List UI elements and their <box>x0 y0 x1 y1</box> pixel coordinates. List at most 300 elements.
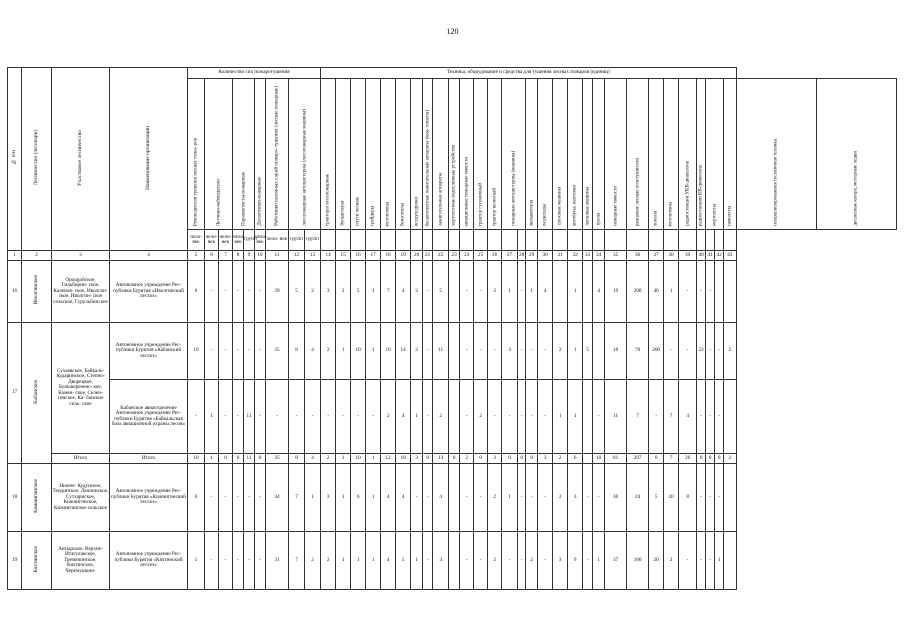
value-cell: 39 <box>266 261 289 323</box>
value-cell: - <box>321 380 336 454</box>
value-cell: 0 <box>518 454 526 464</box>
value-cell: 0 <box>649 454 664 464</box>
value-cell: 3 <box>538 454 553 464</box>
column-number: 17 <box>366 251 381 261</box>
column-number: 20 <box>411 251 423 261</box>
col-header-motopompy2: мотопомпы <box>664 79 679 230</box>
value-cell: 2 <box>474 380 488 454</box>
value-cell: - <box>244 532 255 590</box>
value-cell: - <box>706 464 715 532</box>
column-number: 29 <box>526 251 538 261</box>
col-header-ekskavatory: экскаваторы <box>526 79 538 230</box>
value-cell: 0 <box>502 454 518 464</box>
col-header-vodoslivnye: вертолетные водосливные устройства <box>449 79 460 230</box>
value-cell: 1 <box>411 532 423 590</box>
value-cell: 100 <box>627 532 649 590</box>
value-cell: - <box>538 380 553 454</box>
col-header-motopompy: мотопомпы <box>381 79 396 230</box>
col-header-traly: трелы <box>593 79 605 230</box>
value-cell: - <box>460 532 474 590</box>
column-number: 13 <box>305 251 321 261</box>
fire-resources-table <box>7 67 897 590</box>
value-cell: - <box>460 380 474 454</box>
value-cell: - <box>423 532 433 590</box>
group-header-forces: Количество сил пожаротушения <box>188 68 321 79</box>
column-number: 27 <box>502 251 518 261</box>
value-cell <box>583 261 593 323</box>
value-cell: - <box>502 380 518 454</box>
value-cell: - <box>593 380 605 454</box>
value-cell: 1 <box>526 261 538 323</box>
col-header-lopaty: лопаты <box>649 79 664 230</box>
value-cell: 2 <box>433 380 449 454</box>
value-cell: 1 <box>664 261 679 323</box>
value-cell: 3 <box>488 454 502 464</box>
value-cell: - <box>488 323 502 380</box>
value-cell: - <box>336 380 351 454</box>
col-header-rancevye: ранцевые лесные огнетушители <box>627 79 649 230</box>
value-cell: 24 <box>627 464 649 532</box>
value-cell: - <box>715 380 724 454</box>
value-cell: - <box>518 532 526 590</box>
column-number: 24 <box>460 251 474 261</box>
total-label: Итого <box>52 454 110 464</box>
column-number: 19 <box>396 251 411 261</box>
col-header-pozh-avtocisterny: пожарные автоцистерны (машины) <box>502 79 526 230</box>
value-cell: 19 <box>605 261 627 323</box>
value-cell: - <box>474 464 488 532</box>
column-number: 14 <box>321 251 336 261</box>
column-number: 37 <box>649 251 664 261</box>
column-number: 1 <box>8 251 22 261</box>
value-cell: 40 <box>649 261 664 323</box>
value-cell: 20 <box>664 464 679 532</box>
col-header-desantniki: Десантники-пожарные <box>255 79 266 230</box>
value-cell: - <box>233 380 244 454</box>
column-number: 31 <box>553 251 568 261</box>
col-header-rtlp: Руководители тушения лесных пожа- ров <box>188 79 205 230</box>
unit-label: чело- век <box>188 230 205 251</box>
table-row <box>8 261 897 323</box>
col-header-gruzovye: грузовые машины <box>553 79 568 230</box>
col-header-plugi: плуги лесные <box>351 79 366 230</box>
value-cell: 1 <box>351 532 366 590</box>
organization: Автономное учреждение Рес- публики Бурятия «Иволгинский лесхоз» <box>110 261 188 323</box>
column-number: 40 <box>697 251 706 261</box>
value-cell <box>449 323 460 380</box>
value-cell: - <box>233 261 244 323</box>
value-cell <box>593 323 605 380</box>
column-number: 34 <box>593 251 605 261</box>
col-header-uky: радиостанции УКВ-диапазона <box>679 79 697 230</box>
value-cell: 0 <box>526 454 538 464</box>
value-cell: 2 <box>321 454 336 464</box>
value-cell: - <box>697 380 706 454</box>
value-cell: 2 <box>724 323 736 380</box>
col-header-org: Наименование организации <box>110 68 188 251</box>
uchastkovoe: Орongoйское, Гильбирин- ское, Каленов- ское, Иволгин- ское, Иволгин- ское сельское, Гурульбинское <box>52 261 110 323</box>
value-cell: - <box>244 323 255 380</box>
value-cell: 1 <box>366 532 381 590</box>
value-cell: 2 <box>411 323 423 380</box>
value-cell: - <box>697 532 706 590</box>
value-cell: 0 <box>706 454 715 464</box>
value-cell: 0 <box>219 454 233 464</box>
value-cell: - <box>219 323 233 380</box>
value-cell: 4 <box>381 532 396 590</box>
value-cell: 2 <box>724 454 736 464</box>
value-cell <box>449 464 460 532</box>
value-cell: 1 <box>205 380 219 454</box>
value-cell <box>553 261 568 323</box>
table-row <box>8 464 897 532</box>
value-cell: 81 <box>605 454 627 464</box>
value-cell: 35 <box>266 323 289 380</box>
col-header-benzopily: бензопилы <box>396 79 411 230</box>
value-cell: 2 <box>321 323 336 380</box>
unit-label: чело- век <box>219 230 233 251</box>
column-number: 30 <box>538 251 553 261</box>
value-cell: 2 <box>488 532 502 590</box>
value-cell: - <box>697 261 706 323</box>
value-cell: - <box>233 323 244 380</box>
value-cell: - <box>205 532 219 590</box>
value-cell: - <box>697 464 706 532</box>
row-num: 17 <box>8 323 22 464</box>
value-cell <box>724 380 736 454</box>
column-number: 21 <box>423 251 433 261</box>
value-cell: - <box>538 323 553 380</box>
value-cell: 0 <box>715 454 724 464</box>
value-cell: 11 <box>605 380 627 454</box>
value-cell: - <box>526 380 538 454</box>
value-cell: 2 <box>381 380 396 454</box>
value-cell: 1 <box>502 464 518 532</box>
organization: Автономное учреждение Рес- публики Бурятия «Кабанский лесхоз» <box>110 323 188 380</box>
lesnichestvo: Кяхтинское <box>22 532 52 590</box>
uchastkovoe: Нижне- Кудунское, Тендинское, Леонинское, Сутхарнское, Кижингинское, Кижингинское сельское <box>52 464 110 532</box>
value-cell <box>724 261 736 323</box>
table-row <box>8 323 897 380</box>
organization: Автономное учреждение Рес- публики Бурятия «Кижингинский лесхоз» <box>110 464 188 532</box>
col-header-beskontaktnye: бесконтактные зажигательные аппараты (ком- плекты) <box>423 79 433 230</box>
row-num: 16 <box>8 261 22 323</box>
value-cell: 200 <box>649 323 664 380</box>
value-cell: - <box>460 323 474 380</box>
value-cell: 1 <box>593 532 605 590</box>
value-cell: 5 <box>583 323 593 380</box>
value-cell: 14 <box>396 323 411 380</box>
value-cell: 1 <box>305 464 321 532</box>
value-cell: 8 <box>289 454 305 464</box>
value-cell: - <box>266 380 289 454</box>
col-header-traktor-gus: трактор гусеничный <box>474 79 488 230</box>
value-cell: 4 <box>433 532 449 590</box>
col-header-rabotniki: Работники наземных служб пожаро- тушения (лесные пожарные) <box>266 79 289 230</box>
uchastkovoe: Сухаевское, Байкало- Кударинское, Степно- Дворецкое, Большереченс- кое, Камен- ское, Селен- гинское, Ка- банское сель- ское <box>52 323 110 454</box>
value-cell: - <box>706 380 715 454</box>
value-cell: 5 <box>188 532 205 590</box>
value-cell: 2 <box>411 261 423 323</box>
value-cell: - <box>583 464 593 532</box>
value-cell: 11 <box>244 454 255 464</box>
value-cell: - <box>205 464 219 532</box>
value-cell: 11 <box>433 323 449 380</box>
column-number: 39 <box>679 251 697 261</box>
value-cell: - <box>593 464 605 532</box>
value-cell: 1 <box>336 323 351 380</box>
column-number: 28 <box>518 251 526 261</box>
column-number: 6 <box>205 251 219 261</box>
col-header-aviaemkosti: авиационные пожарные емкости <box>460 79 474 230</box>
value-cell: 31 <box>266 532 289 590</box>
value-cell: - <box>649 380 664 454</box>
value-cell: 1 <box>366 323 381 380</box>
uchastkovoe: Ангырское, Верхне- Итагулакское, Гремячинское, Кяхтинское, Черемушкин- <box>52 532 110 590</box>
value-cell: 2 <box>664 532 679 590</box>
value-cell: - <box>664 323 679 380</box>
value-cell: 1 <box>366 261 381 323</box>
value-cell: 2 <box>553 454 568 464</box>
column-numbers-row <box>8 251 897 261</box>
column-number: 5 <box>188 251 205 261</box>
value-cell: 3 <box>553 532 568 590</box>
col-header-uch: Участковое лесничество <box>52 68 110 251</box>
value-cell: - <box>205 261 219 323</box>
value-cell: 22 <box>697 323 706 380</box>
value-cell: 6 <box>351 464 366 532</box>
value-cell: - <box>706 261 715 323</box>
value-cell: - <box>423 323 433 380</box>
value-cell: 10 <box>188 454 205 464</box>
value-cell: 6 <box>568 454 583 464</box>
value-cell: 3 <box>321 464 336 532</box>
value-cell: - <box>679 323 697 380</box>
value-cell: 10 <box>381 323 396 380</box>
column-number: 11 <box>266 251 289 261</box>
value-cell: 4 <box>538 261 553 323</box>
table-row <box>8 532 897 590</box>
value-cell: 5 <box>396 532 411 590</box>
value-cell: - <box>411 464 423 532</box>
column-number: 16 <box>351 251 366 261</box>
value-cell: - <box>289 380 305 454</box>
value-cell <box>715 261 724 323</box>
column-number: 12 <box>289 251 305 261</box>
value-cell <box>724 464 736 532</box>
value-cell: 1 <box>336 464 351 532</box>
value-cell: 2 <box>305 532 321 590</box>
value-cell: 2 <box>460 454 474 464</box>
col-header-vezdehody: вездеходы <box>538 79 553 230</box>
column-number: 23 <box>449 251 460 261</box>
col-header-gusenichnaya: специализированная гусеничная техника <box>736 79 816 230</box>
value-cell: 20 <box>649 532 664 590</box>
value-cell: 7 <box>627 380 649 454</box>
value-cell: 1 <box>366 464 381 532</box>
value-cell: 11 <box>244 380 255 454</box>
value-cell: 7 <box>381 261 396 323</box>
value-cell: - <box>460 464 474 532</box>
col-header-avtobusy: автобусы, вахтовки <box>568 79 583 230</box>
value-cell: 37 <box>605 532 627 590</box>
value-cell: 3 <box>321 261 336 323</box>
value-cell: - <box>305 380 321 454</box>
value-cell: 2 <box>336 261 351 323</box>
value-cell: - <box>244 464 255 532</box>
value-cell: - <box>488 380 502 454</box>
value-cell: - <box>255 261 266 323</box>
value-cell: 34 <box>266 464 289 532</box>
col-header-legkovye: легковые машины <box>583 79 593 230</box>
value-cell: - <box>219 464 233 532</box>
value-cell: - <box>679 261 697 323</box>
value-cell: - <box>244 261 255 323</box>
value-cell: - <box>219 532 233 590</box>
unit-label: чело- век <box>233 230 244 251</box>
col-header-pozh-emkosti: пожарные емкости <box>605 79 627 230</box>
value-cell: - <box>460 261 474 323</box>
value-cell: - <box>583 532 593 590</box>
value-cell: 8 <box>679 464 697 532</box>
value-cell: 2 <box>526 532 538 590</box>
column-number: 4 <box>110 251 188 261</box>
value-cell: - <box>219 380 233 454</box>
col-header-parashutisty: Парашютисты-пожарные <box>233 79 255 230</box>
value-cell: - <box>538 464 553 532</box>
value-cell: - <box>706 532 715 590</box>
value-cell: 0 <box>449 454 460 464</box>
value-cell: 3 <box>568 464 583 532</box>
value-cell: - <box>679 532 697 590</box>
value-cell: 4 <box>679 380 697 454</box>
col-header-avtocisterny: лесопожарные автоцистерны (лесопожарные машины) <box>289 79 321 230</box>
value-cell: - <box>518 380 526 454</box>
value-cell: - <box>255 464 266 532</box>
column-number: 32 <box>568 251 583 261</box>
value-cell: 200 <box>627 261 649 323</box>
value-cell: 6 <box>188 261 205 323</box>
lesnichestvo: Кижингинское <box>22 464 52 532</box>
value-cell: 4 <box>305 454 321 464</box>
unit-label: групп <box>244 230 255 251</box>
value-cell: 1 <box>553 380 568 454</box>
value-cell: 4 <box>381 464 396 532</box>
value-cell: 7 <box>664 380 679 454</box>
column-number: 15 <box>336 251 351 261</box>
value-cell: - <box>233 532 244 590</box>
value-cell: 1 <box>568 261 583 323</box>
unit-label: чело- век <box>205 230 219 251</box>
row-num: 18 <box>8 464 22 532</box>
value-cell: - <box>205 323 219 380</box>
value-cell: 2 <box>321 532 336 590</box>
value-cell: 1 <box>366 454 381 464</box>
value-cell: - <box>518 261 526 323</box>
value-cell: - <box>706 323 715 380</box>
value-cell: 1 <box>568 323 583 380</box>
value-cell <box>583 454 593 464</box>
value-cell: 207 <box>627 454 649 464</box>
value-cell: 5 <box>649 464 664 532</box>
value-cell: 1 <box>715 532 724 590</box>
value-cell: 13 <box>433 454 449 464</box>
value-cell: 3 <box>411 454 423 464</box>
column-number: 42 <box>715 251 724 261</box>
value-cell <box>449 261 460 323</box>
value-cell: 1 <box>336 532 351 590</box>
col-header-lesn: Лесничество (лесопарк) <box>22 68 52 251</box>
unit-label: чело- век <box>266 230 289 251</box>
value-cell: 10 <box>351 454 366 464</box>
value-cell: 4 <box>593 261 605 323</box>
column-number: 9 <box>244 251 255 261</box>
column-number: 8 <box>233 251 244 261</box>
column-number: 36 <box>627 251 649 261</box>
col-header-buldozery: бульдозеры <box>336 79 351 230</box>
column-number: 41 <box>706 251 715 261</box>
value-cell: 7 <box>664 454 679 464</box>
total-row <box>8 454 897 464</box>
value-cell: - <box>255 323 266 380</box>
column-number: 18 <box>381 251 396 261</box>
value-cell: - <box>219 261 233 323</box>
col-header-letchiki: Летчики-наблюдатели <box>205 79 233 230</box>
group-header-equipment: Техника, оборудование и средства для тушения лесных пожаров (единиц) <box>321 68 736 79</box>
value-cell <box>449 380 460 454</box>
value-cell: - <box>423 380 433 454</box>
value-cell: 4 <box>396 380 411 454</box>
table-row <box>8 380 897 454</box>
value-cell: 10 <box>593 454 605 464</box>
value-cell: - <box>423 464 433 532</box>
value-cell: 2 <box>553 323 568 380</box>
col-header-traktory: тракторы лесопожарные <box>321 79 336 230</box>
value-cell: 10 <box>188 323 205 380</box>
value-cell: - <box>474 261 488 323</box>
value-cell: 5 <box>351 261 366 323</box>
value-cell: 0 <box>474 454 488 464</box>
value-cell: 3 <box>502 323 518 380</box>
value-cell: 10 <box>351 323 366 380</box>
column-number: 38 <box>664 251 679 261</box>
value-cell: - <box>518 464 526 532</box>
value-cell: - <box>518 323 526 380</box>
value-cell: - <box>351 380 366 454</box>
value-cell: - <box>502 532 518 590</box>
value-cell: 8 <box>289 323 305 380</box>
col-header-kv: радиостанции КВ-диапазона <box>697 79 706 230</box>
value-cell: - <box>538 532 553 590</box>
value-cell: 6 <box>188 464 205 532</box>
column-number: 33 <box>583 251 593 261</box>
value-cell: 10 <box>605 323 627 380</box>
value-cell: 4 <box>433 464 449 532</box>
column-number: 22 <box>433 251 449 261</box>
organization: Автономное учреждение Рес- публики Бурятия «Кяхтинский лесхоз» <box>110 532 188 590</box>
value-cell: 0 <box>423 454 433 464</box>
value-cell: - <box>188 380 205 454</box>
unit-label: групп <box>305 230 321 251</box>
column-number: 25 <box>474 251 488 261</box>
value-cell: 1 <box>502 261 518 323</box>
value-cell: - <box>255 380 266 454</box>
value-cell: 18 <box>396 454 411 464</box>
value-cell: 1 <box>568 380 583 454</box>
value-cell: - <box>526 464 538 532</box>
value-cell: 6 <box>568 532 583 590</box>
value-cell: 30 <box>605 464 627 532</box>
